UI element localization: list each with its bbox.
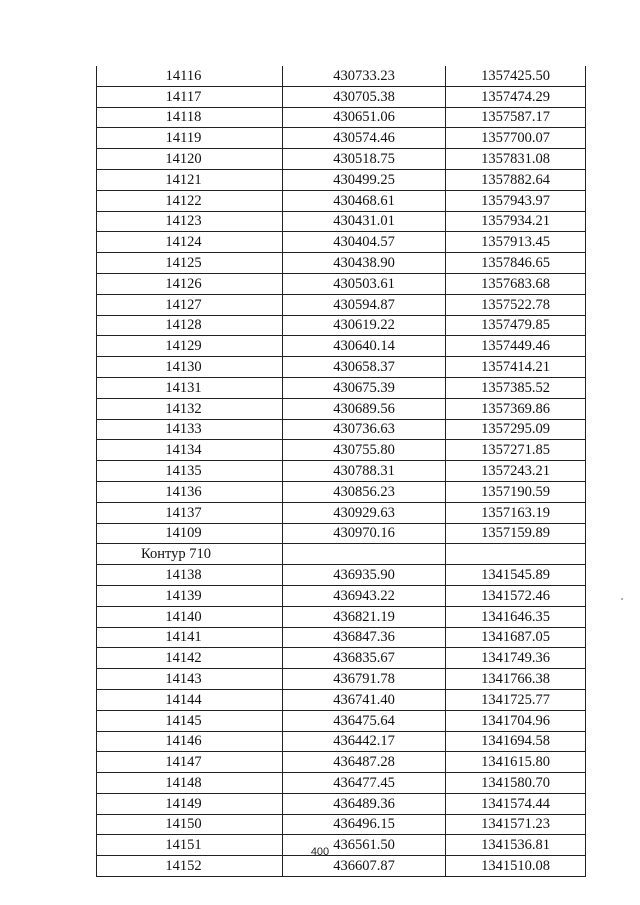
x-coordinate-cell: 430929.63 [283,502,446,523]
table-row [97,232,586,253]
y-coordinate-cell: 1357913.45 [446,232,586,253]
point-id-cell: 14144 [97,689,283,710]
table-row [97,669,586,690]
coordinates-table-body [97,66,586,877]
point-id-cell: 14120 [97,149,283,170]
point-id-cell: 14130 [97,357,283,378]
y-coordinate-cell: 1357474.29 [446,86,586,107]
point-id-cell: 14127 [97,294,283,315]
table-row [97,731,586,752]
point-id-cell: 14138 [97,565,283,586]
y-coordinate-cell: 1357934.21 [446,211,586,232]
y-coordinate-cell: 1341545.89 [446,565,586,586]
table-row [97,107,586,128]
table-row [97,752,586,773]
table-row [97,481,586,502]
point-id-cell: 14139 [97,585,283,606]
y-coordinate-cell: 1341646.35 [446,606,586,627]
table-row [97,273,586,294]
point-id-cell: 14149 [97,793,283,814]
x-coordinate-cell: 430640.14 [283,336,446,357]
point-id-cell: 14148 [97,773,283,794]
y-coordinate-cell: 1357414.21 [446,357,586,378]
table-row [97,336,586,357]
x-coordinate-cell: 430594.87 [283,294,446,315]
table-row [97,793,586,814]
point-id-cell: 14137 [97,502,283,523]
table-row [97,419,586,440]
x-coordinate-cell: 436487.28 [283,752,446,773]
point-id-cell: 14143 [97,669,283,690]
x-coordinate-cell: 430574.46 [283,128,446,149]
y-coordinate-cell: 1341536.81 [446,835,586,856]
y-coordinate-cell: 1357190.59 [446,481,586,502]
point-id-cell: 14151 [97,835,283,856]
point-id-cell: 14125 [97,253,283,274]
table-row [97,377,586,398]
point-id-cell: 14152 [97,856,283,877]
y-coordinate-cell: 1357882.64 [446,169,586,190]
y-coordinate-cell [446,544,586,565]
x-coordinate-cell: 430518.75 [283,149,446,170]
point-id-cell: 14118 [97,107,283,128]
x-coordinate-cell: 436496.15 [283,814,446,835]
x-coordinate-cell [283,544,446,565]
table-row [97,627,586,648]
x-coordinate-cell: 436561.50 [283,835,446,856]
x-coordinate-cell: 436607.87 [283,856,446,877]
y-coordinate-cell: 1357479.85 [446,315,586,336]
x-coordinate-cell: 430736.63 [283,419,446,440]
y-coordinate-cell: 1341766.38 [446,669,586,690]
y-coordinate-cell: 1357243.21 [446,461,586,482]
point-id-cell: 14134 [97,440,283,461]
point-id-cell: 14123 [97,211,283,232]
x-coordinate-cell: 436943.22 [283,585,446,606]
table-row [97,357,586,378]
y-coordinate-cell: 1357163.19 [446,502,586,523]
table-row [97,856,586,877]
table-row [97,710,586,731]
table-row [97,398,586,419]
table-row [97,66,586,86]
x-coordinate-cell: 430856.23 [283,481,446,502]
x-coordinate-cell: 430689.56 [283,398,446,419]
x-coordinate-cell: 436477.45 [283,773,446,794]
point-id-cell: 14124 [97,232,283,253]
x-coordinate-cell: 430503.61 [283,273,446,294]
x-coordinate-cell: 436489.36 [283,793,446,814]
point-id-cell: 14145 [97,710,283,731]
table-row [97,689,586,710]
y-coordinate-cell: 1341694.58 [446,731,586,752]
y-coordinate-cell: 1357159.89 [446,523,586,544]
y-coordinate-cell: 1341615.80 [446,752,586,773]
page-number: 400 [310,846,330,858]
table-row [97,315,586,336]
table-row [97,440,586,461]
point-id-cell: 14142 [97,648,283,669]
point-id-cell: 14122 [97,190,283,211]
y-coordinate-cell: 1357683.68 [446,273,586,294]
x-coordinate-cell: 430755.80 [283,440,446,461]
point-id-cell: 14119 [97,128,283,149]
x-coordinate-cell: 436835.67 [283,648,446,669]
y-coordinate-cell: 1341580.70 [446,773,586,794]
x-coordinate-cell: 430970.16 [283,523,446,544]
point-id-cell: 14147 [97,752,283,773]
table-row [97,502,586,523]
table-row [97,190,586,211]
y-coordinate-cell: 1341510.08 [446,856,586,877]
point-id-cell: 14132 [97,398,283,419]
point-id-cell: 14146 [97,731,283,752]
x-coordinate-cell: 436935.90 [283,565,446,586]
point-id-cell: 14133 [97,419,283,440]
y-coordinate-cell: 1357449.46 [446,336,586,357]
x-coordinate-cell: 430705.38 [283,86,446,107]
y-coordinate-cell: 1357295.09 [446,419,586,440]
x-coordinate-cell: 436791.78 [283,669,446,690]
x-coordinate-cell: 430651.06 [283,107,446,128]
table-row [97,523,586,544]
point-id-cell: 14150 [97,814,283,835]
table-row [97,253,586,274]
point-id-cell: 14128 [97,315,283,336]
table-row [97,128,586,149]
x-coordinate-cell: 436442.17 [283,731,446,752]
x-coordinate-cell: 430733.23 [283,66,446,86]
x-coordinate-cell: 430619.22 [283,315,446,336]
x-coordinate-cell: 430438.90 [283,253,446,274]
y-coordinate-cell: 1357385.52 [446,377,586,398]
point-id-cell: 14140 [97,606,283,627]
y-coordinate-cell: 1341704.96 [446,710,586,731]
y-coordinate-cell: 1357846.65 [446,253,586,274]
y-coordinate-cell: 1357425.50 [446,66,586,86]
y-coordinate-cell: 1341687.05 [446,627,586,648]
point-id-cell: Контур 710 [97,544,283,565]
table-row [97,294,586,315]
table-row [97,648,586,669]
y-coordinate-cell: 1341574.44 [446,793,586,814]
y-coordinate-cell: 1357700.07 [446,128,586,149]
y-coordinate-cell: 1357831.08 [446,149,586,170]
table-row [97,814,586,835]
y-coordinate-cell: 1341749.36 [446,648,586,669]
x-coordinate-cell: 430675.39 [283,377,446,398]
x-coordinate-cell: 430468.61 [283,190,446,211]
y-coordinate-cell: 1357522.78 [446,294,586,315]
table-row [97,773,586,794]
table-row [97,86,586,107]
table-row [97,211,586,232]
x-coordinate-cell: 430404.57 [283,232,446,253]
x-coordinate-cell: 436741.40 [283,689,446,710]
table-row [97,585,586,606]
point-id-cell: 14109 [97,523,283,544]
section-header-row [97,544,586,565]
point-id-cell: 14136 [97,481,283,502]
y-coordinate-cell: 1357271.85 [446,440,586,461]
x-coordinate-cell: 430499.25 [283,169,446,190]
scan-speck [621,598,623,600]
x-coordinate-cell: 436821.19 [283,606,446,627]
point-id-cell: 14116 [97,66,283,86]
x-coordinate-cell: 430431.01 [283,211,446,232]
point-id-cell: 14131 [97,377,283,398]
y-coordinate-cell: 1341572.46 [446,585,586,606]
y-coordinate-cell: 1341571.23 [446,814,586,835]
point-id-cell: 14121 [97,169,283,190]
table-row [97,169,586,190]
x-coordinate-cell: 430788.31 [283,461,446,482]
x-coordinate-cell: 436475.64 [283,710,446,731]
y-coordinate-cell: 1341725.77 [446,689,586,710]
table-row [97,149,586,170]
table-row [97,565,586,586]
point-id-cell: 14141 [97,627,283,648]
y-coordinate-cell: 1357369.86 [446,398,586,419]
coordinates-table [96,66,586,877]
table-row [97,461,586,482]
x-coordinate-cell: 430658.37 [283,357,446,378]
point-id-cell: 14135 [97,461,283,482]
point-id-cell: 14129 [97,336,283,357]
x-coordinate-cell: 436847.36 [283,627,446,648]
point-id-cell: 14117 [97,86,283,107]
table-row [97,606,586,627]
point-id-cell: 14126 [97,273,283,294]
y-coordinate-cell: 1357943.97 [446,190,586,211]
y-coordinate-cell: 1357587.17 [446,107,586,128]
